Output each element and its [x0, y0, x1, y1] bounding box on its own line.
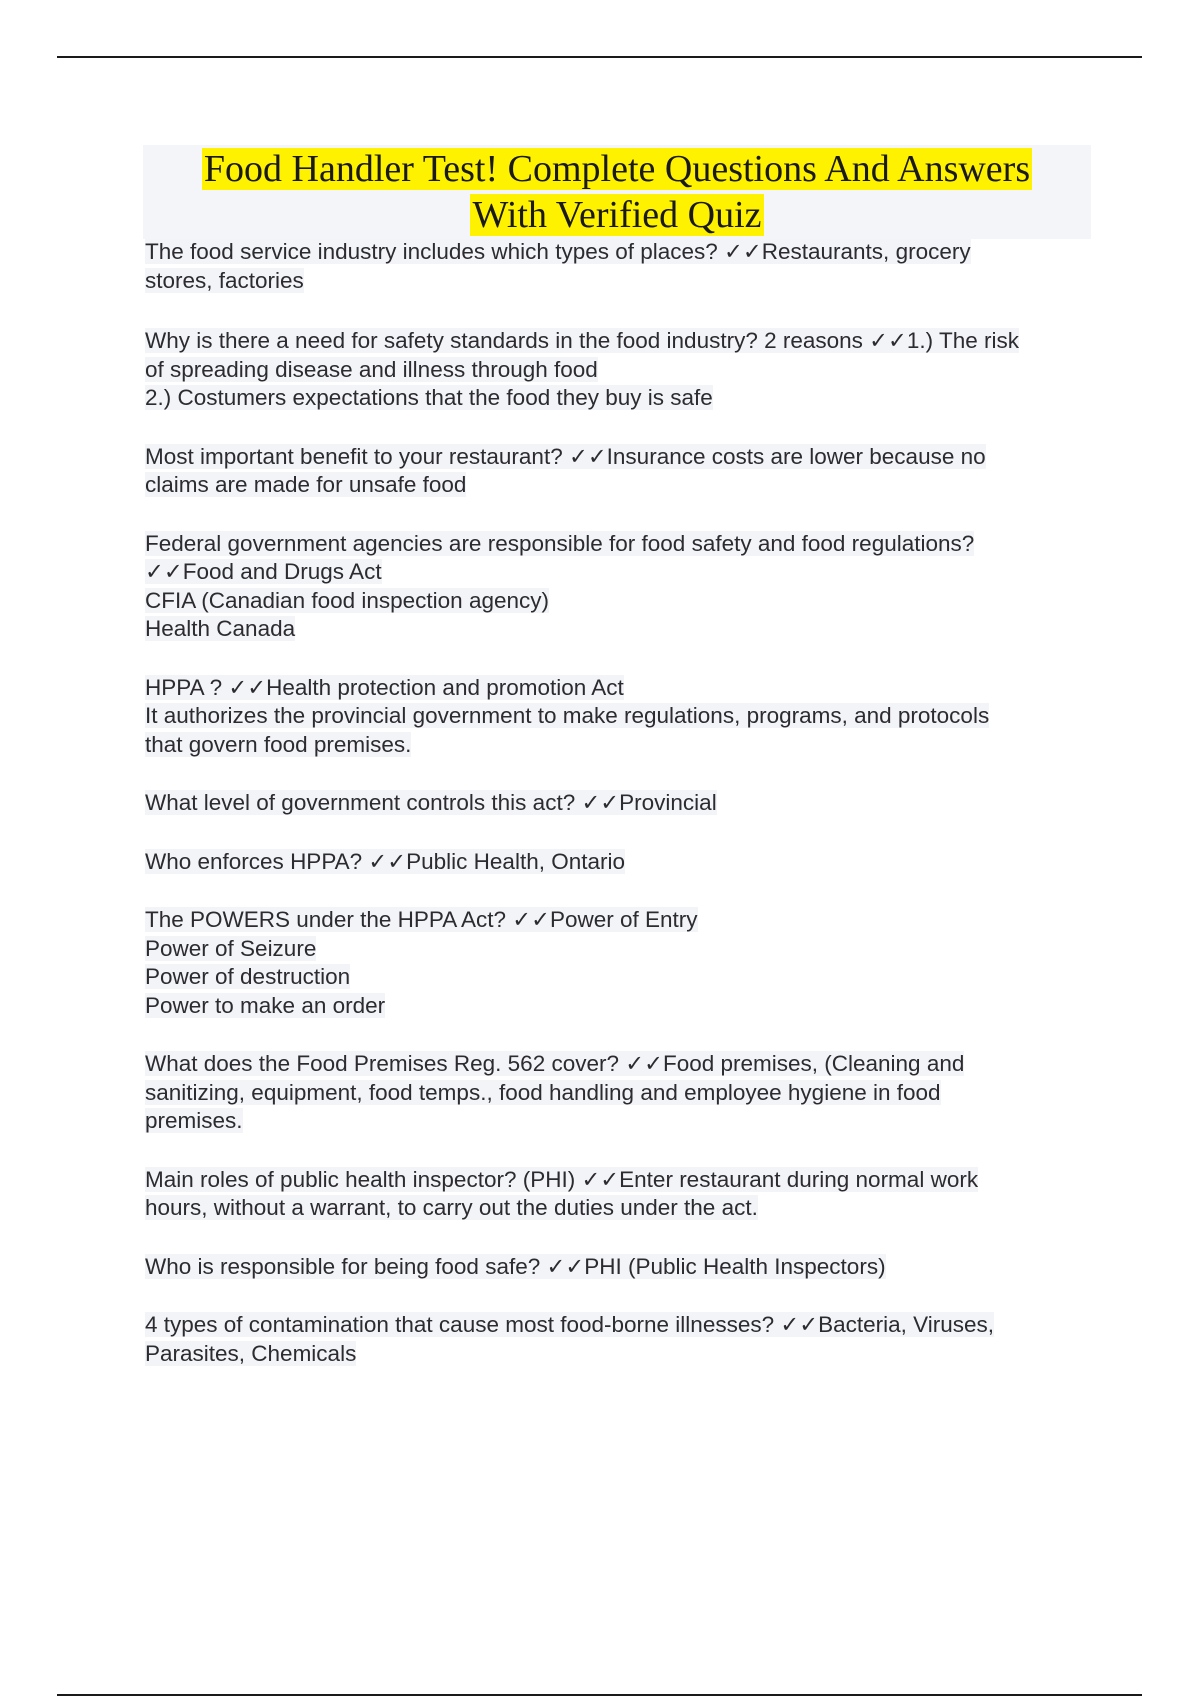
qa-line-text: The POWERS under the HPPA Act? ✓✓Power of Entry — [145, 907, 698, 932]
qa-line-text: Parasites, Chemicals — [145, 1340, 357, 1366]
qa-answer-line — [145, 1340, 1090, 1369]
qa-item — [145, 443, 1090, 500]
qa-question-line — [145, 443, 1090, 472]
qa-line-text: of spreading disease and illness through food — [145, 356, 598, 382]
qa-answer-line — [145, 992, 1090, 1021]
qa-item — [145, 674, 1090, 760]
qa-line-text: Who is responsible for being food safe? ✓✓PHI (Public Health Inspectors) — [145, 1253, 886, 1279]
qa-line-text: Main roles of public health inspector? (PHI) ✓✓Enter restaurant during normal work — [145, 1166, 979, 1192]
qa-line-text: sanitizing, equipment, food temps., food handling and employee hygiene in food — [145, 1079, 941, 1105]
qa-line-text: premises. — [145, 1108, 243, 1133]
title-line-2: With Verified Quiz — [472, 194, 762, 236]
qa-line-text: Federal government agencies are responsible for food safety and food regulations? — [145, 530, 975, 556]
qa-answer-line — [145, 1194, 1090, 1223]
qa-answer-line — [145, 731, 1090, 760]
qa-answer-line — [145, 558, 1090, 587]
qa-item — [145, 327, 1090, 413]
qa-answer-line — [145, 471, 1090, 500]
qa-item — [145, 789, 1090, 818]
qa-line-text: What level of government controls this act? ✓✓Provincial — [145, 790, 717, 815]
qa-line-text: claims are made for unsafe food — [145, 472, 467, 497]
qa-line-text: Who enforces HPPA? ✓✓Public Health, Ontario — [145, 848, 625, 874]
qa-line-text: It authorizes the provincial government to make regulations, programs, and protocols — [145, 703, 990, 728]
title-line-1: Food Handler Test! Complete Questions And Answers — [203, 148, 1031, 190]
qa-item — [145, 848, 1090, 877]
qa-answer-line — [145, 587, 1090, 616]
qa-answer-line — [145, 702, 1090, 731]
qa-question-line — [145, 789, 1090, 818]
qa-question-line — [145, 327, 1090, 356]
qa-question-line — [145, 238, 1090, 267]
qa-question-line — [145, 674, 1090, 703]
qa-answer-line — [145, 935, 1090, 964]
qa-answer-line — [145, 267, 1090, 296]
qa-line-text: Why is there a need for safety standards in the food industry? 2 reasons ✓✓1.) The risk — [145, 328, 1019, 353]
qa-answer-line — [145, 1107, 1090, 1136]
qa-line-text: ✓✓Food and Drugs Act — [145, 559, 382, 584]
qa-line-text: What does the Food Premises Reg. 562 cover? ✓✓Food premises, (Cleaning and — [145, 1051, 965, 1076]
qa-line-text: Power to make an order — [145, 992, 386, 1018]
qa-item — [145, 530, 1090, 644]
qa-line-text: that govern food premises. — [145, 731, 412, 757]
qa-line-text: Health Canada — [145, 616, 296, 641]
qa-item — [145, 238, 1090, 295]
qa-answer-line — [145, 356, 1090, 385]
qa-list — [145, 238, 1090, 1368]
top-rule — [57, 56, 1142, 58]
qa-item — [145, 1166, 1090, 1223]
qa-answer-line — [145, 1079, 1090, 1108]
document-title — [143, 146, 1091, 238]
qa-answer-line — [145, 615, 1090, 644]
qa-line-text: The food service industry includes which types of places? ✓✓Restaurants, grocery — [145, 239, 971, 264]
qa-line-text: Power of Seizure — [145, 935, 317, 961]
qa-item — [145, 1050, 1090, 1136]
qa-item — [145, 1253, 1090, 1282]
qa-line-text: stores, factories — [145, 267, 304, 293]
qa-line-text: 2.) Costumers expectations that the food they buy is safe — [145, 385, 713, 410]
qa-line-text: Power of destruction — [145, 964, 351, 989]
qa-answer-line — [145, 384, 1090, 413]
qa-question-line — [145, 1253, 1090, 1282]
qa-answer-line — [145, 963, 1090, 992]
qa-line-text: Most important benefit to your restaurant? ✓✓Insurance costs are lower because no — [145, 443, 986, 469]
qa-line-text: HPPA ? ✓✓Health protection and promotion Act — [145, 674, 624, 700]
qa-question-line — [145, 530, 1090, 559]
qa-item — [145, 1311, 1090, 1368]
qa-question-line — [145, 906, 1090, 935]
bottom-rule — [57, 1694, 1142, 1696]
qa-question-line — [145, 1166, 1090, 1195]
qa-question-line — [145, 1311, 1090, 1340]
qa-item — [145, 906, 1090, 1020]
qa-line-text: hours, without a warrant, to carry out the duties under the act. — [145, 1195, 758, 1220]
qa-question-line — [145, 848, 1090, 877]
qa-line-text: 4 types of contamination that cause most food-borne illnesses? ✓✓Bacteria, Viruses, — [145, 1312, 994, 1337]
qa-question-line — [145, 1050, 1090, 1079]
qa-line-text: CFIA (Canadian food inspection agency) — [145, 587, 549, 613]
